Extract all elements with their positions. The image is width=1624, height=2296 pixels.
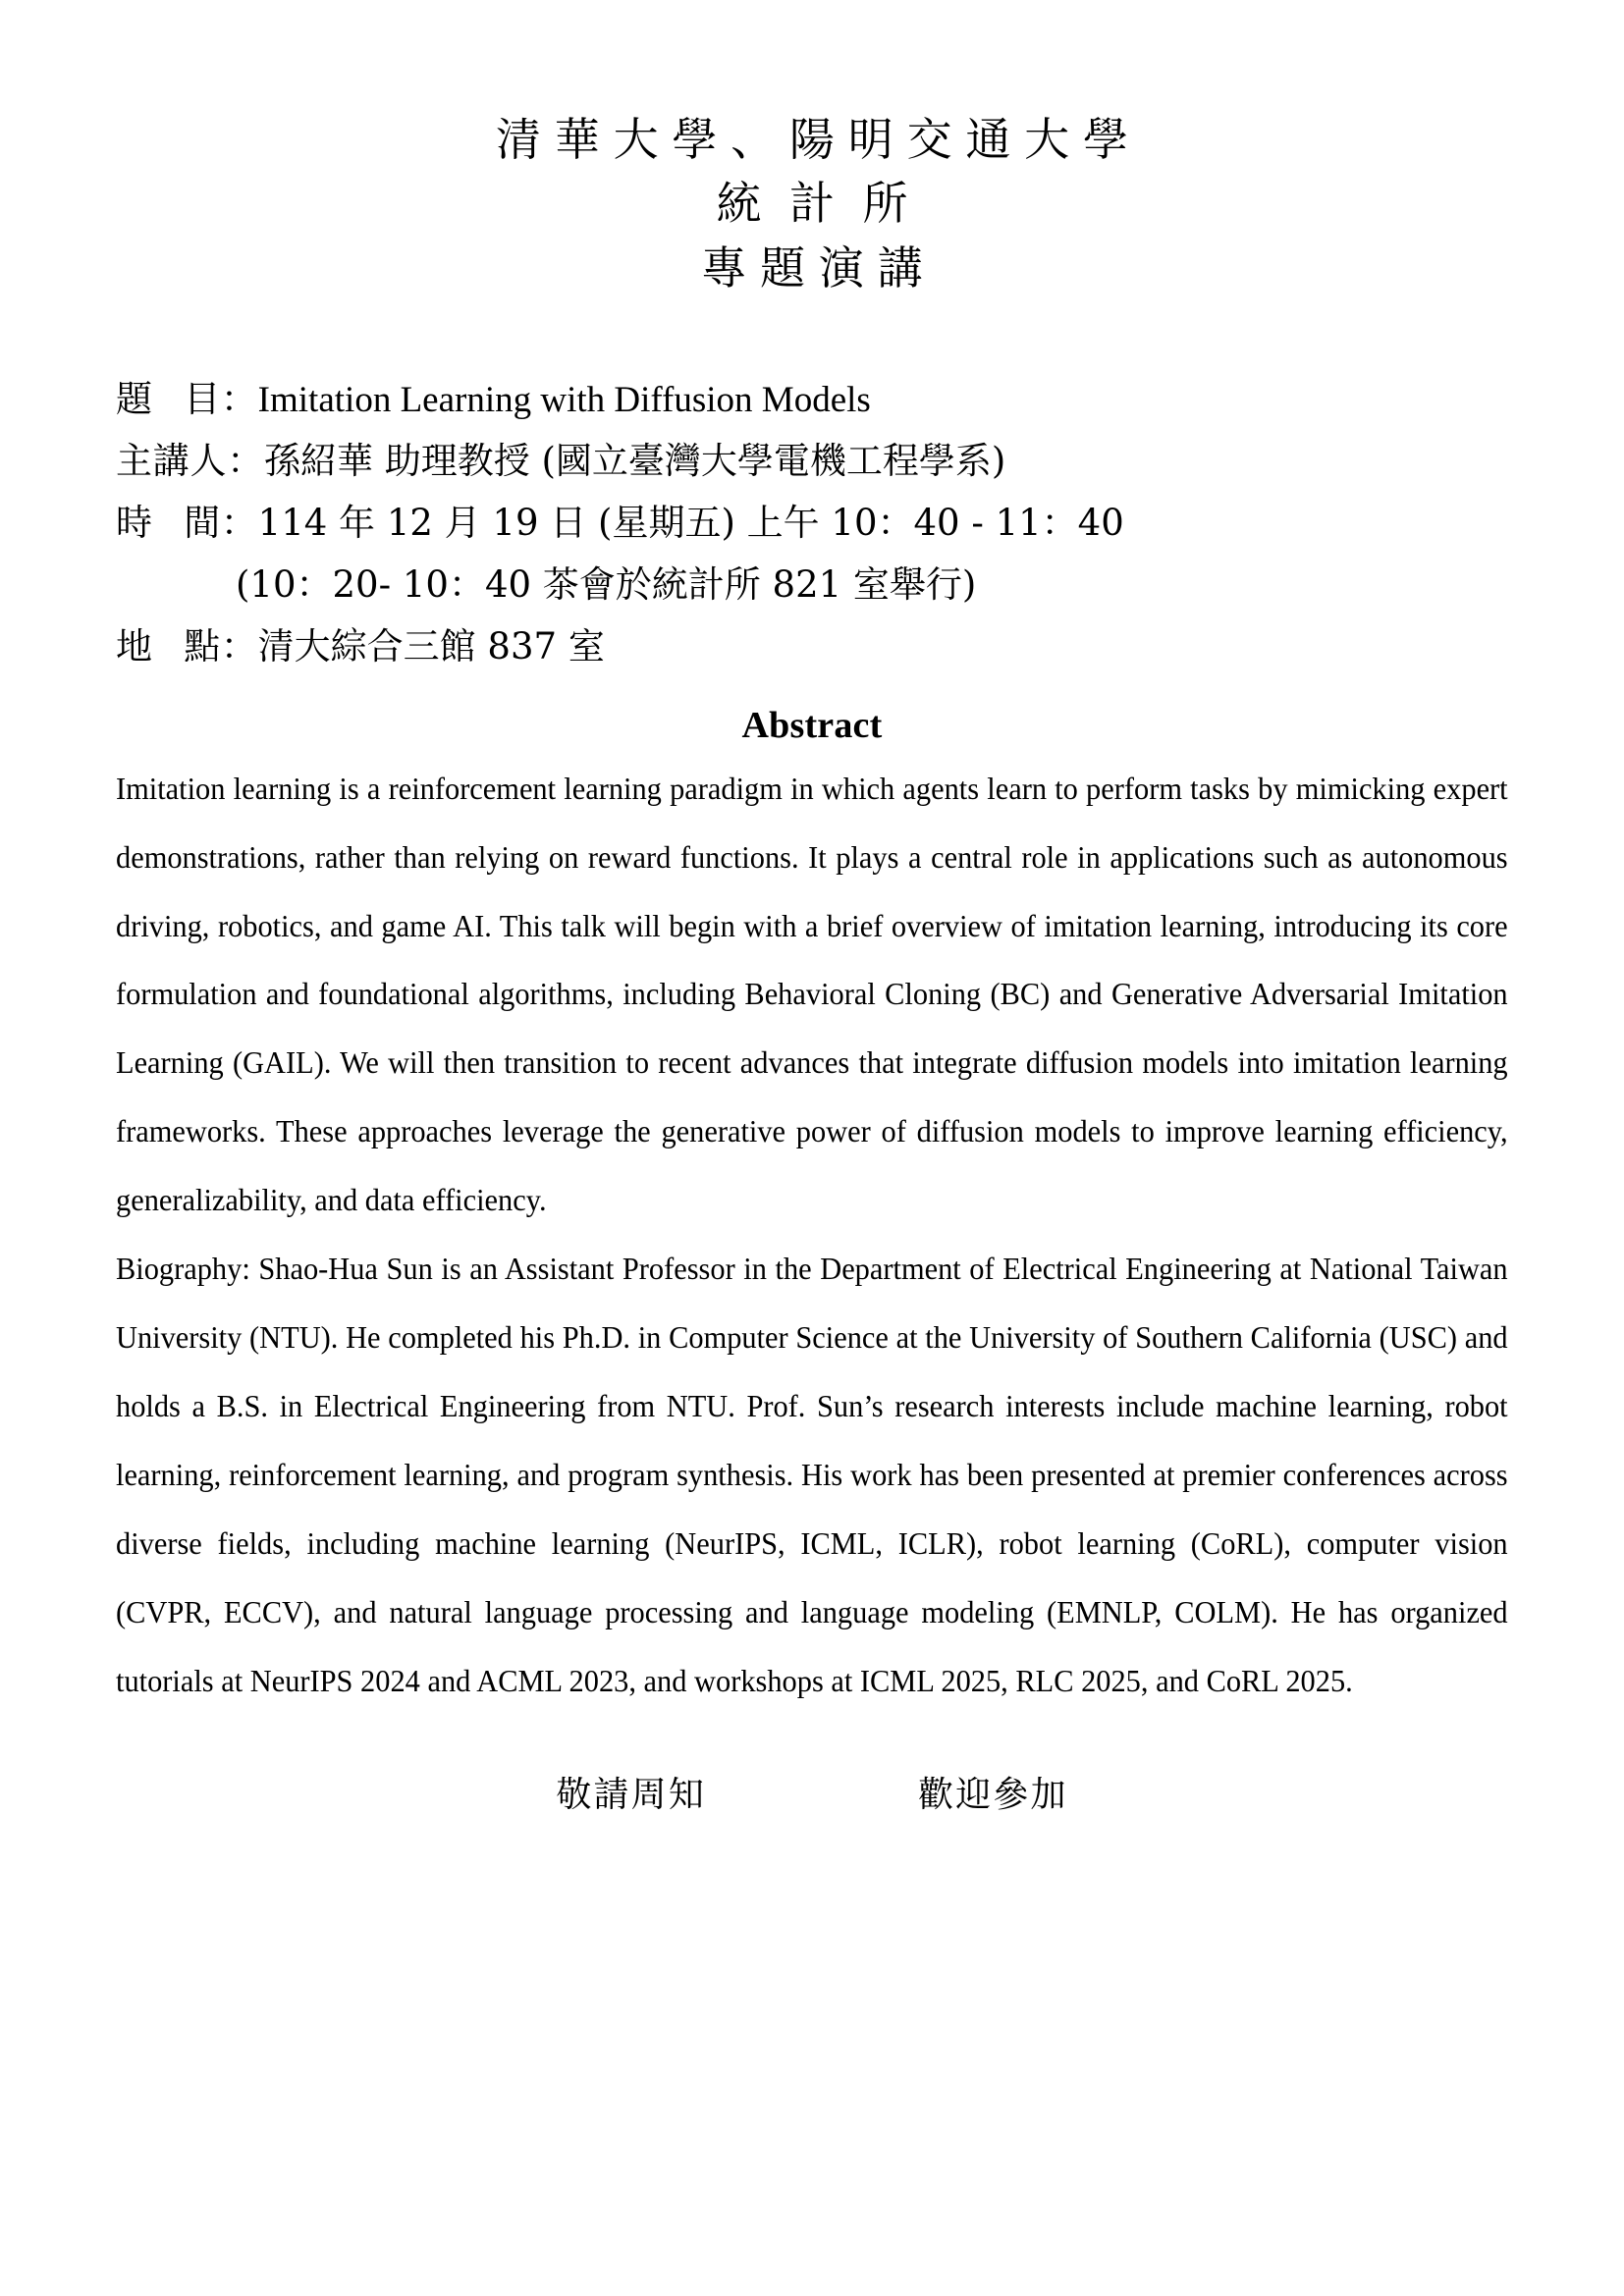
abstract-paragraph: Imitation learning is a reinforcement learning paradigm in which agents learn to perform tasks by mimicking expert demonstrations, rather than relying on reward functions. It plays a central role in applications such as autonomous driving, robotics, and game AI. This talk will begin with a brief overview of imitation learning, introducing its core formulation and foundational algorithms, including Behavioral Cloning (BC) and Generative Adversarial Imitation Learning (GAIL). We will then transition to recent advances that integrate diffusion models into imitation learning frameworks. These approaches leverage the generative power of diffusion models to improve learning efficiency, generalizability, and data efficiency. xyxy=(116,771,1508,1218)
footer-notice-right: 歡迎參加 xyxy=(918,1774,1068,1815)
info-row-time xyxy=(116,493,1508,555)
place-value: 清大綜合三館 837 室 xyxy=(257,624,605,667)
seminar-info-block xyxy=(116,369,1508,678)
abstract-heading: Abstract xyxy=(741,704,883,746)
info-row-title xyxy=(116,369,1508,431)
header-line-universities: 清華大學、陽明交通大學 xyxy=(495,113,1142,166)
info-row-tea-note: (10：20- 10：40 茶會於統計所 821 室舉行) xyxy=(236,563,977,607)
info-row-speaker xyxy=(116,431,1508,493)
document-footer xyxy=(116,1767,1508,1817)
header-line-seminar: 專題演講 xyxy=(701,240,937,294)
document-header xyxy=(116,108,1508,300)
time-label: 時 間： xyxy=(116,502,258,545)
speaker-value: 孫紹華 助理教授 (國立臺灣大學電機工程學系) xyxy=(263,440,1006,483)
header-line-institute: 統計所 xyxy=(716,177,937,231)
place-label: 地 點： xyxy=(116,624,258,667)
biography-paragraph: Biography: Shao-Hua Sun is an Assistant Professor in the Department of Electrical Engineering at National Taiwan University (NTU). He completed his Ph.D. in Computer Science at the University of Southern California (USC) and holds a B.S. in Electrical Engineering from NTU. Prof. Sun’s research interests include machine learning, robot learning, reinforcement learning, and program synthesis. His work has been presented at premier conferences across diverse fields, including machine learning (NeurIPS, ICML, ICLR), robot learning (CoRL), computer vision (CVPR, ECCV), and natural language processing and language modeling (EMNLP, COLM). He has organized tutorials at NeurIPS 2024 and ACML 2023, and workshops at ICML 2025, RLC 2025, and CoRL 2025. xyxy=(116,1252,1508,1698)
speaker-label: 主講人： xyxy=(116,440,264,483)
time-value: 114 年 12 月 19 日 (星期五) 上午 10：40 - 11：40 xyxy=(257,502,1124,545)
footer-notice-left: 敬請周知 xyxy=(556,1774,706,1815)
title-value: Imitation Learning with Diffusion Models xyxy=(257,379,871,420)
info-row-place xyxy=(116,616,1508,678)
title-label: 題 目： xyxy=(116,377,258,420)
